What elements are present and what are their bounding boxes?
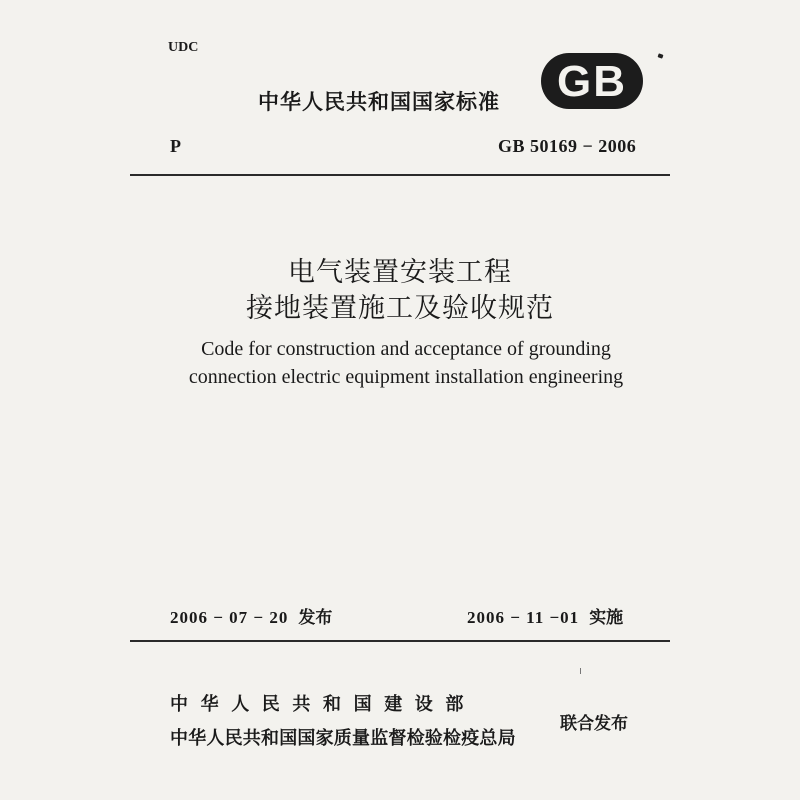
implementation-date-value: 2006 − 11 −01 xyxy=(467,608,580,627)
standard-number: GB 50169 − 2006 xyxy=(498,136,637,156)
gb-logo-text: GB xyxy=(557,57,627,106)
print-tick xyxy=(580,668,581,674)
gb-logo xyxy=(540,52,644,110)
footer-divider xyxy=(130,640,670,642)
print-speck xyxy=(657,53,663,58)
national-standard-label: 中华人民共和国国家标准 xyxy=(258,90,500,114)
classification-code: P xyxy=(170,136,181,156)
title-zh-line1: 电气装置安装工程 xyxy=(288,257,512,288)
joint-issue-label: 联合发布 xyxy=(560,714,628,734)
title-zh-line2: 接地装置施工及验收规范 xyxy=(246,293,554,324)
title-en-line1: Code for construction and acceptance of grounding xyxy=(201,338,611,360)
publisher-ministry: 中华人民共和国建设部 xyxy=(170,694,476,715)
header-divider xyxy=(130,174,670,176)
implementation-date xyxy=(467,603,623,628)
publisher-aqsiq: 中华人民共和国国家质量监督检验检疫总局 xyxy=(170,728,516,749)
udc-label: UDC xyxy=(168,40,199,55)
title-en-line2: connection electric equipment installation engineering xyxy=(188,366,624,388)
issue-date xyxy=(170,603,332,628)
issue-date-word: 发布 xyxy=(298,608,333,628)
implementation-date-word: 实施 xyxy=(589,608,624,628)
issue-date-value: 2006 − 07 − 20 xyxy=(170,608,289,627)
